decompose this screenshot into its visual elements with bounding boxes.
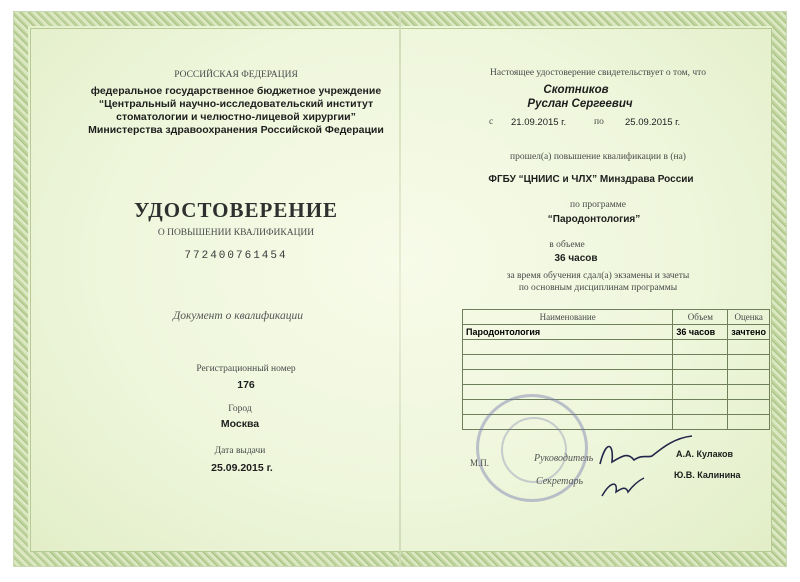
secretary-label: Секретарь <box>536 476 584 487</box>
issue-date-value: 25.09.2015 г. <box>211 462 273 474</box>
document-subtitle: О ПОВЫШЕНИИ КВАЛИФИКАЦИИ <box>157 228 315 238</box>
org-line-2: “Центральный научно-исследовательский институт <box>98 98 374 110</box>
document-title: УДОСТОВЕРЕНИЕ <box>133 198 339 222</box>
volume-value: 36 часов <box>554 253 598 264</box>
table-cell <box>728 385 770 400</box>
org-line-3: стоматологии и челюстно-лицевой хирургии” <box>116 111 356 123</box>
to-label: по <box>594 117 604 127</box>
table-cell <box>728 340 770 355</box>
table-cell <box>673 340 728 355</box>
from-date: 21.09.2015 г. <box>511 117 567 128</box>
table-cell <box>463 385 673 400</box>
holder-name: Руслан Сергеевич <box>527 98 633 110</box>
city-value: Москва <box>220 418 260 430</box>
city-label: Город <box>228 404 252 414</box>
qualification-text: прошел(а) повышение квалификации в (на) <box>510 152 686 162</box>
issue-date-label: Дата выдачи <box>214 446 266 456</box>
exams-line-2: по основным дисциплинам программы <box>518 283 678 293</box>
table-row <box>463 370 770 385</box>
table-cell <box>673 355 728 370</box>
certificate-number: 772400761454 <box>184 250 288 262</box>
secretary-signature <box>602 478 644 496</box>
table-row <box>463 385 770 400</box>
program-name: “Пародонтология” <box>547 214 641 225</box>
org-line-4: Министерства здравоохранения Российской Федерации <box>88 124 384 136</box>
table-header-row <box>463 310 770 325</box>
head-label: Руководитель <box>534 453 594 464</box>
table-cell <box>673 400 728 415</box>
exams-line-1: за время обучения сдал(а) экзамены и зачеты <box>506 271 690 281</box>
table-row <box>463 340 770 355</box>
table-cell <box>463 355 673 370</box>
table-cell <box>728 415 770 430</box>
header-grade: Оценка <box>728 310 770 325</box>
from-label: с <box>489 117 494 127</box>
registration-label: Регистрационный номер <box>196 364 296 374</box>
table-cell <box>673 415 728 430</box>
table-cell: Пародонтология <box>463 325 673 340</box>
table-cell: 36 часов <box>673 325 728 340</box>
intro-text: Настоящее удостоверение свидетельствует о том, что <box>490 68 706 78</box>
header-volume: Объем <box>673 310 728 325</box>
table-cell <box>728 355 770 370</box>
seal-place-label: М.П. <box>470 458 490 468</box>
table-cell <box>728 400 770 415</box>
org-line-1: федеральное государственное бюджетное учреждение <box>90 85 382 97</box>
head-name: А.А. Кулаков <box>676 449 734 459</box>
table-row <box>463 325 770 340</box>
table-cell: зачтено <box>728 325 770 340</box>
to-date: 25.09.2015 г. <box>625 117 681 128</box>
table-cell <box>463 340 673 355</box>
table-cell <box>728 370 770 385</box>
holder-surname: Скотников <box>543 84 609 96</box>
table-cell <box>463 370 673 385</box>
table-cell <box>673 370 728 385</box>
country-label: РОССИЙСКАЯ ФЕДЕРАЦИЯ <box>174 70 298 80</box>
header-name: Наименование <box>463 310 673 325</box>
table-cell <box>673 385 728 400</box>
table-row <box>463 355 770 370</box>
volume-label: в объеме <box>549 240 585 250</box>
registration-number: 176 <box>237 379 255 391</box>
document-type: Документ о квалификации <box>172 310 304 322</box>
center-fold <box>399 12 401 566</box>
program-label: по программе <box>570 200 626 210</box>
institution-name: ФГБУ “ЦНИИС и ЧЛХ” Минздрава России <box>488 174 694 185</box>
secretary-name: Ю.В. Калинина <box>674 470 741 480</box>
